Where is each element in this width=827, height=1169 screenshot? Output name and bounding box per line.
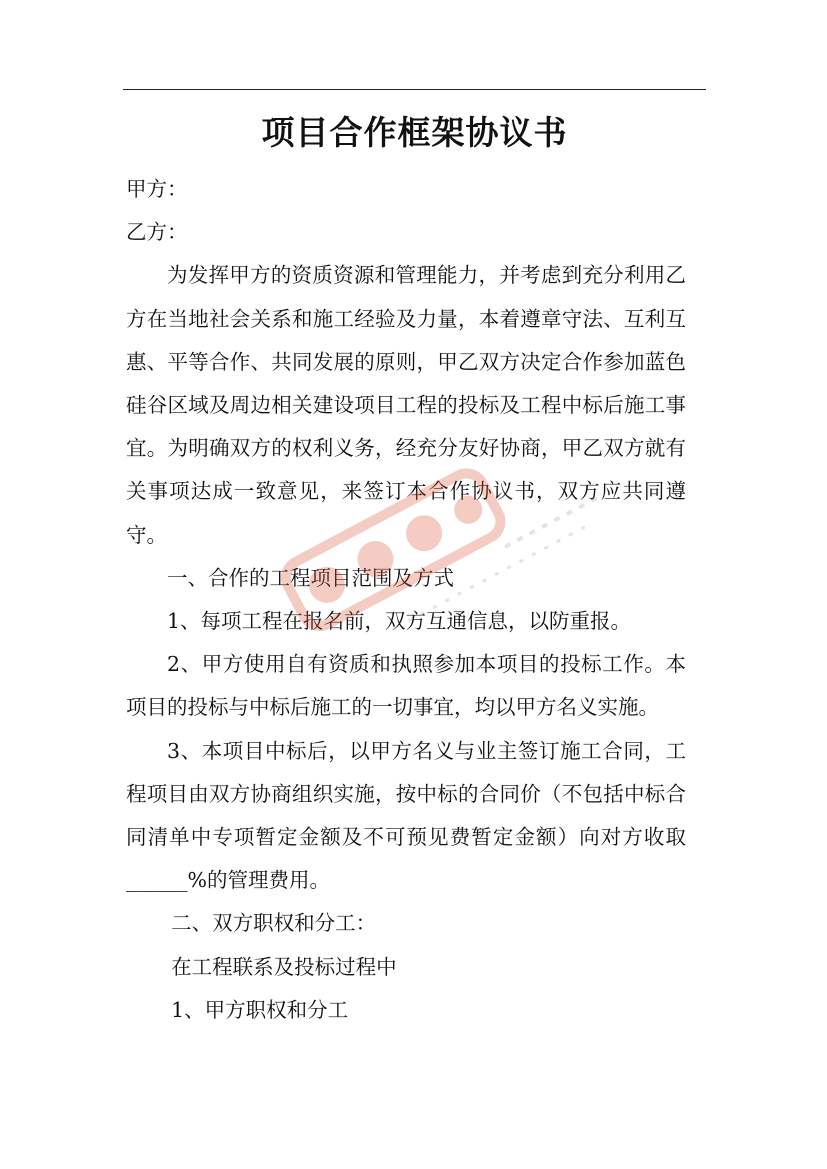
clause-1: 1、每项工程在报名前，双方互通信息，以防重报。 bbox=[167, 609, 632, 634]
party-b-label: 乙方： bbox=[126, 220, 188, 245]
section-heading-scope: 一、合作的工程项目范围及方式 bbox=[167, 565, 454, 590]
intro-paragraph: 为发挥甲方的资质资源和管理能力，并考虑到充分利用乙方在当地社会关系和施工经验及力量，本着遵章守法、互利互惠、平等合作、共同发展的原则，甲乙双方决定合作参加蓝色硅谷区域及周边相关建设项目工程的投标及工程中标后施工事宜。为明确双方的权利义务，经充分友好协商，甲乙双方就有关事项达成一致意见，来签订本合作协议书，双方应共同遵守。 bbox=[126, 263, 686, 547]
clause-2: 2、甲方使用自有资质和执照参加本项目的投标工作。本项目的投标与中标后施工的一切事宜，均以甲方名义实施。 bbox=[126, 652, 686, 720]
subheading-party-a-duties: 1、甲方职权和分工 bbox=[171, 997, 349, 1022]
party-a-label: 甲方： bbox=[126, 177, 188, 201]
clause-3: 3、本项目中标后，以甲方名义与业主签订施工合同，工程项目由双方协商组织实施，按中标的合同价（不包括中标合同清单中专项暂定金额及不可预见费暂定金额）向对方收取______%的管理费用。 bbox=[126, 738, 686, 893]
document-title: 项目合作框架协议书 bbox=[261, 113, 568, 152]
header-rule bbox=[123, 89, 706, 90]
document-body bbox=[126, 168, 686, 1032]
section-heading-duties: 二、双方职权和分工： bbox=[171, 911, 377, 936]
subheading-bidding-process: 在工程联系及投标过程中 bbox=[171, 954, 397, 979]
